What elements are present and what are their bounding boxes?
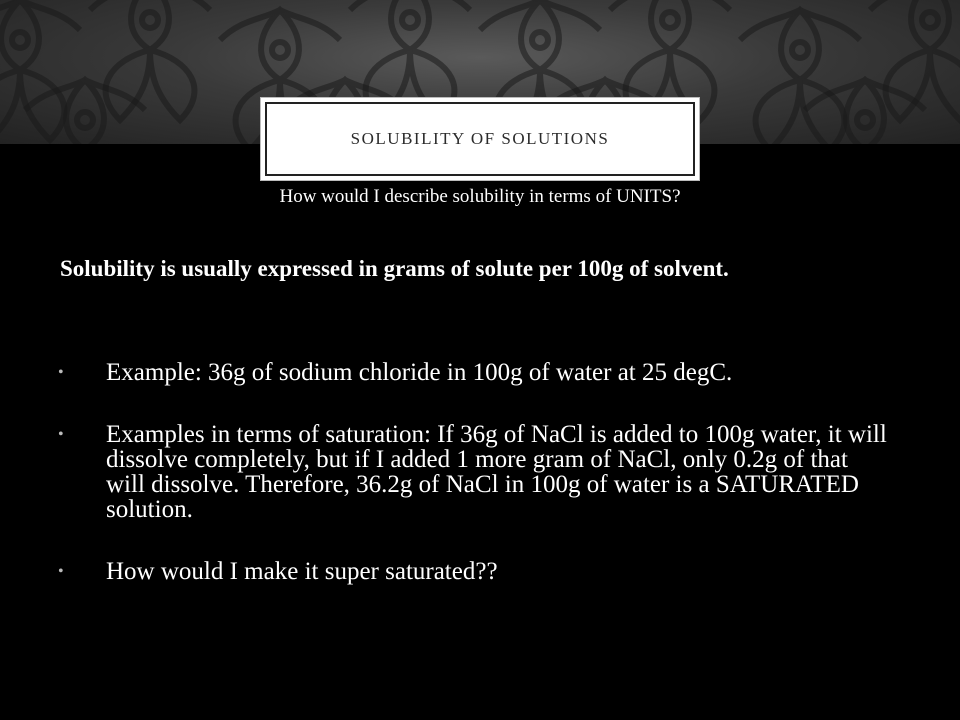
bullet-item (58, 360, 888, 385)
bullet-dot-icon: • (58, 426, 64, 443)
bullet-text: Examples in terms of saturation: If 36g of NaCl is added to 100g water, it will dissolve completely, but if I added 1 more gram of NaCl, only 0.2g of that will dissolve. Therefore, 36.2g of NaCl in 100g of water is a SATURATED solution. (106, 421, 887, 523)
bullet-dot-icon: • (58, 563, 64, 580)
title-box (260, 97, 700, 181)
bullet-item (58, 559, 888, 584)
lead-text: Solubility is usually expressed in grams of solute per 100g of solvent. (60, 256, 729, 281)
bullet-text: Example: 36g of sodium chloride in 100g of water at 25 degC. (106, 359, 733, 386)
slide-title: SOLUBILITY OF SOLUTIONS (350, 129, 610, 148)
bullet-item (58, 422, 888, 522)
slide-subtitle: How would I describe solubility in terms of UNITS? (279, 186, 681, 207)
bullet-list (58, 360, 888, 621)
bullet-dot-icon: • (58, 364, 64, 381)
title-box-frame (265, 102, 695, 176)
bullet-text: How would I make it super saturated?? (106, 558, 498, 585)
